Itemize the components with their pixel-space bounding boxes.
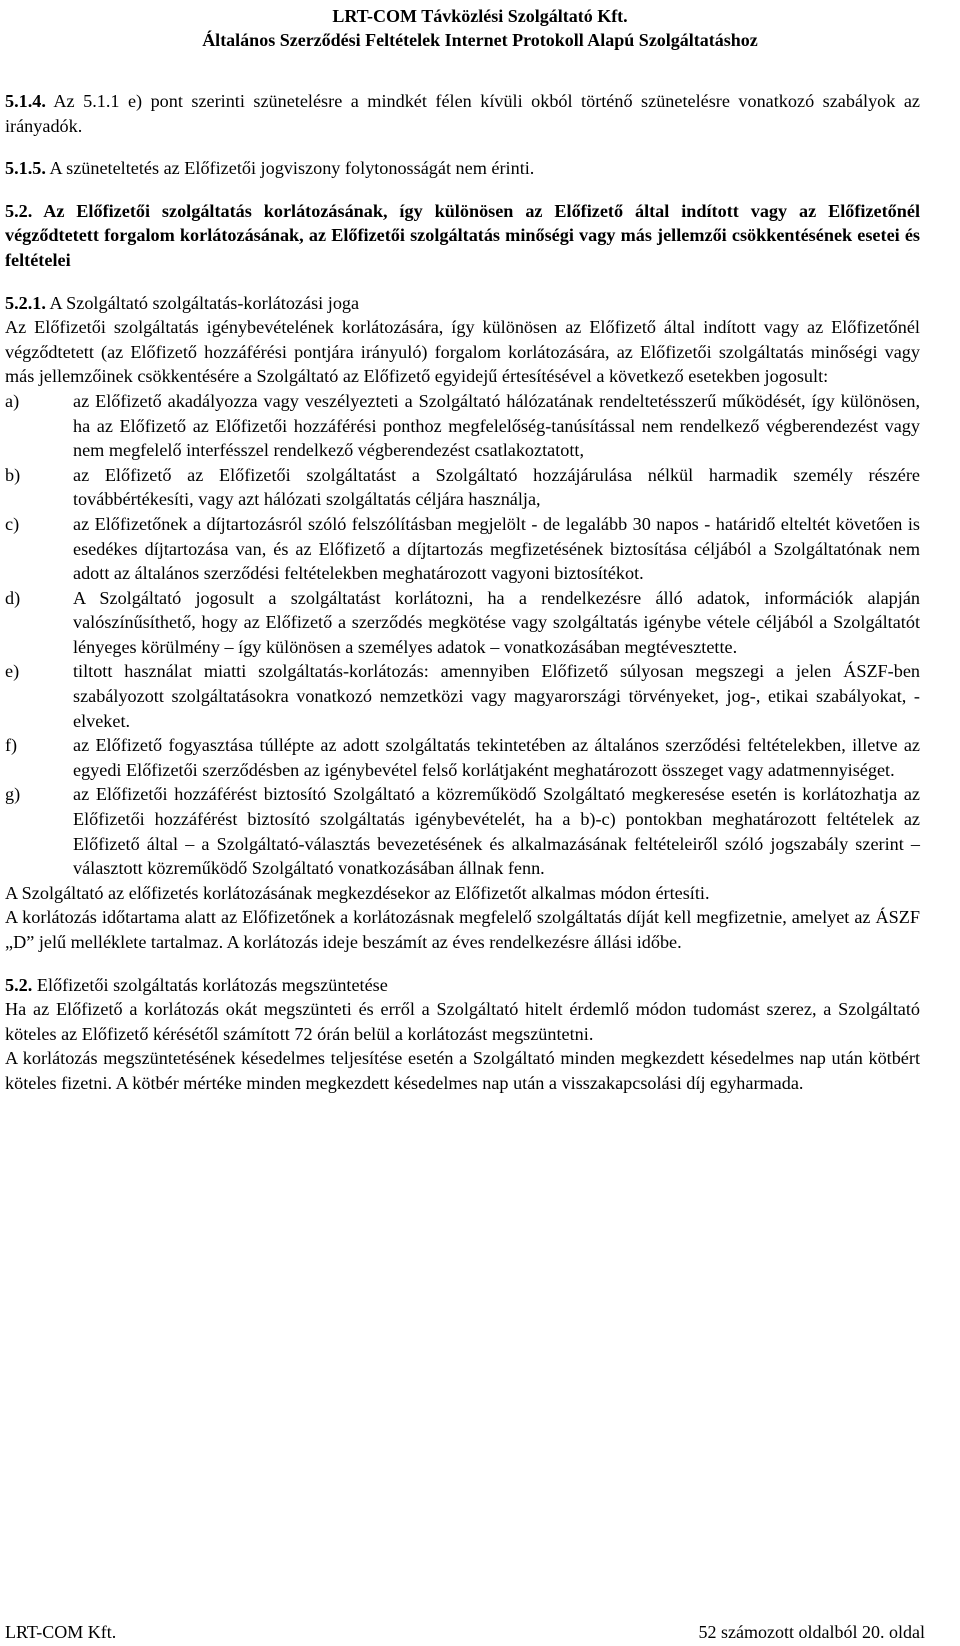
section-5-1-4 [5,89,920,138]
section-title: A Szolgáltató szolgáltatás-korlátozási joga [49,292,360,313]
list-item-text: az Előfizető fogyasztása túllépte az adott szolgáltatás tekintetében az általános szerződési feltételekben, illetve az egyedi Előfizetői szerződésben az igénybevétel felső korlátjaként meghatározott összeget vagy adatmennyiséget. [73,735,920,780]
list-item-text: tiltott használat miatti szolgáltatás-korlátozás: amennyiben Előfizető súlyosan megszegi a jelen ÁSZF-ben szabályozott szolgáltatásokra vonatkozó nemzetközi vagy magyarországi törvényeket, jog-, etikai szabályokat, -elveket. [73,661,920,731]
section-text: A szüneteltetés az Előfizetői jogviszony folytonosságát nem érinti. [49,158,535,179]
section-5-1-5 [5,156,920,181]
list-item-text: az Előfizető az Előfizetői szolgáltatást a Szolgáltató hozzájárulása nélkül harmadik személy részére továbbértékesíti, vagy azt hálózati szolgáltatás céljára használja, [73,464,920,510]
footer-company: LRT-COM Kft. [5,1622,117,1642]
section-number: 5.2. [5,974,33,995]
list-item [5,659,920,733]
section-title: Előfizetői szolgáltatás korlátozás megszüntetése [36,974,388,995]
list-marker: e) [5,661,20,682]
notification-paragraph: A Szolgáltató az előfizetés korlátozásának megkezdésekor az Előfizetőt alkalmas módon értesíti. [5,882,710,903]
list-item [5,389,920,463]
list-marker: g) [5,784,21,805]
list-marker: a) [5,390,20,411]
fee-paragraph: A korlátozás időtartama alatt az Előfizetőnek a korlátozásnak megfelelő szolgáltatás díját kell megfizetnie, amelyet az ÁSZF „D” jelű melléklete tartalmaz. A korlátozás ideje beszámít az éves rendelkezésre állási időbe. [5,907,920,952]
section-number: 5.2.1. [5,292,46,313]
section-restriction-termination-title [5,973,920,998]
section-number: 5.2. [5,200,33,221]
header-document-title: Általános Szerződési Feltételek Internet Protokoll Alapú Szolgáltatáshoz [202,30,758,50]
page-number: 52 számozott oldalból 20. oldal [698,1622,925,1642]
document-body [5,89,920,1096]
section-number: 5.1.4. [5,91,46,111]
list-item-text: az Előfizető akadályozza vagy veszélyezteti a Szolgáltató hálózatának rendeltetésszerű működését, így különösen, ha az Előfizető az Előfizetői hozzáférési ponthoz megfelelőség-tanúsítással nem rendelkező végberendezést vagy nem megfelelő interfésszel rendelkező végberendezést csatlakoztatott, [73,390,920,461]
section-5-2-1-intro: Az Előfizetői szolgáltatás igénybevételének korlátozására, így különösen az Előfizető által indított vagy az Előfizetőnél végződtetett (az Előfizető hozzáférési pontjára irányuló) forgalom korlátozására, az Előfizetői szolgáltatás minőségi vagy más jellemzőinek csökkentésére a Szolgáltató az Előfizető egyidejű értesítésével a következő esetekben jogosult: [5,317,920,387]
list-item-text: A Szolgáltató jogosult a szolgáltatást korlátozni, ha a rendelkezésre álló adatok, információk alapján valószínűsíthető, hogy az Előfizető a szerződés megkötése vagy szolgáltatás igénybe vétele céljából a Szolgáltatót lényeges körülmény – így különösen a személyes adatok – vonatkozásában megtévesztette. [73,587,920,657]
list-item [5,733,920,782]
list-item [5,586,920,660]
list-item [5,463,920,512]
header-company: LRT-COM Távközlési Szolgáltató Kft. [332,6,628,26]
section-5-2-heading [5,199,920,273]
list-item-text: az Előfizetői hozzáférést biztosító Szolgáltató a közreműködő Szolgáltató megkeresése esetén is korlátozhatja az Előfizetői hozzáférést biztosító szolgáltatás igénybevételét, ha a b)-c) pontokban meghatározott feltételek az Előfizető által – a Szolgáltató-választás bevezetésének és alkalmazásának feltételeiről szóló jogszabály szerint – választott közreműködő Szolgáltató vonatkozásában állnak fenn. [73,784,920,879]
section-heading-text: Az Előfizetői szolgáltatás korlátozásának, így különösen az Előfizető által indított vagy az Előfizetőnél végződtetett forgalom korlátozásának, az Előfizetői szolgáltatás minőségi vagy más jellemzői csökkentésének esetei és feltételei [5,200,920,270]
penalty-paragraph: A korlátozás megszüntetésének késedelmes teljesítése esetén a Szolgáltató minden megkezdett késedelmes nap után kötbért köteles fizetni. A kötbér mértéke minden megkezdett késedelmes nap után a visszakapcsolási díj egyharmada. [5,1048,920,1093]
termination-paragraph: Ha az Előfizető a korlátozás okát megszünteti és erről a Szolgáltató hitelt érdemlő módon tudomást szerez, a Szolgáltató köteles az Előfizető kérésétől számított 72 órán belül a korlátozást megszüntetni. [5,999,920,1044]
section-5-2-1-title [5,291,920,316]
restriction-cases-list [5,389,920,881]
page-header [0,4,960,52]
list-item-text: az Előfizetőnek a díjtartozásról szóló felszólításban megjelölt - de legalább 30 napos - határidő elteltét követően is esedékes díjtartozása van, és az Előfizető a díjtartozás megfizetésének biztosítása céljából a Szolgáltatónak nem adott az általános szerződési feltételekben meghatározott vagyoni biztosítékot. [73,513,920,584]
list-marker: b) [5,464,21,485]
list-marker: f) [5,735,18,756]
section-number: 5.1.5. [5,158,46,179]
list-marker: c) [5,513,20,534]
list-marker: d) [5,587,21,608]
list-item [5,512,920,586]
list-item [5,782,920,880]
section-text: Az 5.1.1 e) pont szerinti szünetelésre a mindkét félen kívüli okból történő szünetelésre vonatkozó szabályok az irányadók. [5,91,920,136]
